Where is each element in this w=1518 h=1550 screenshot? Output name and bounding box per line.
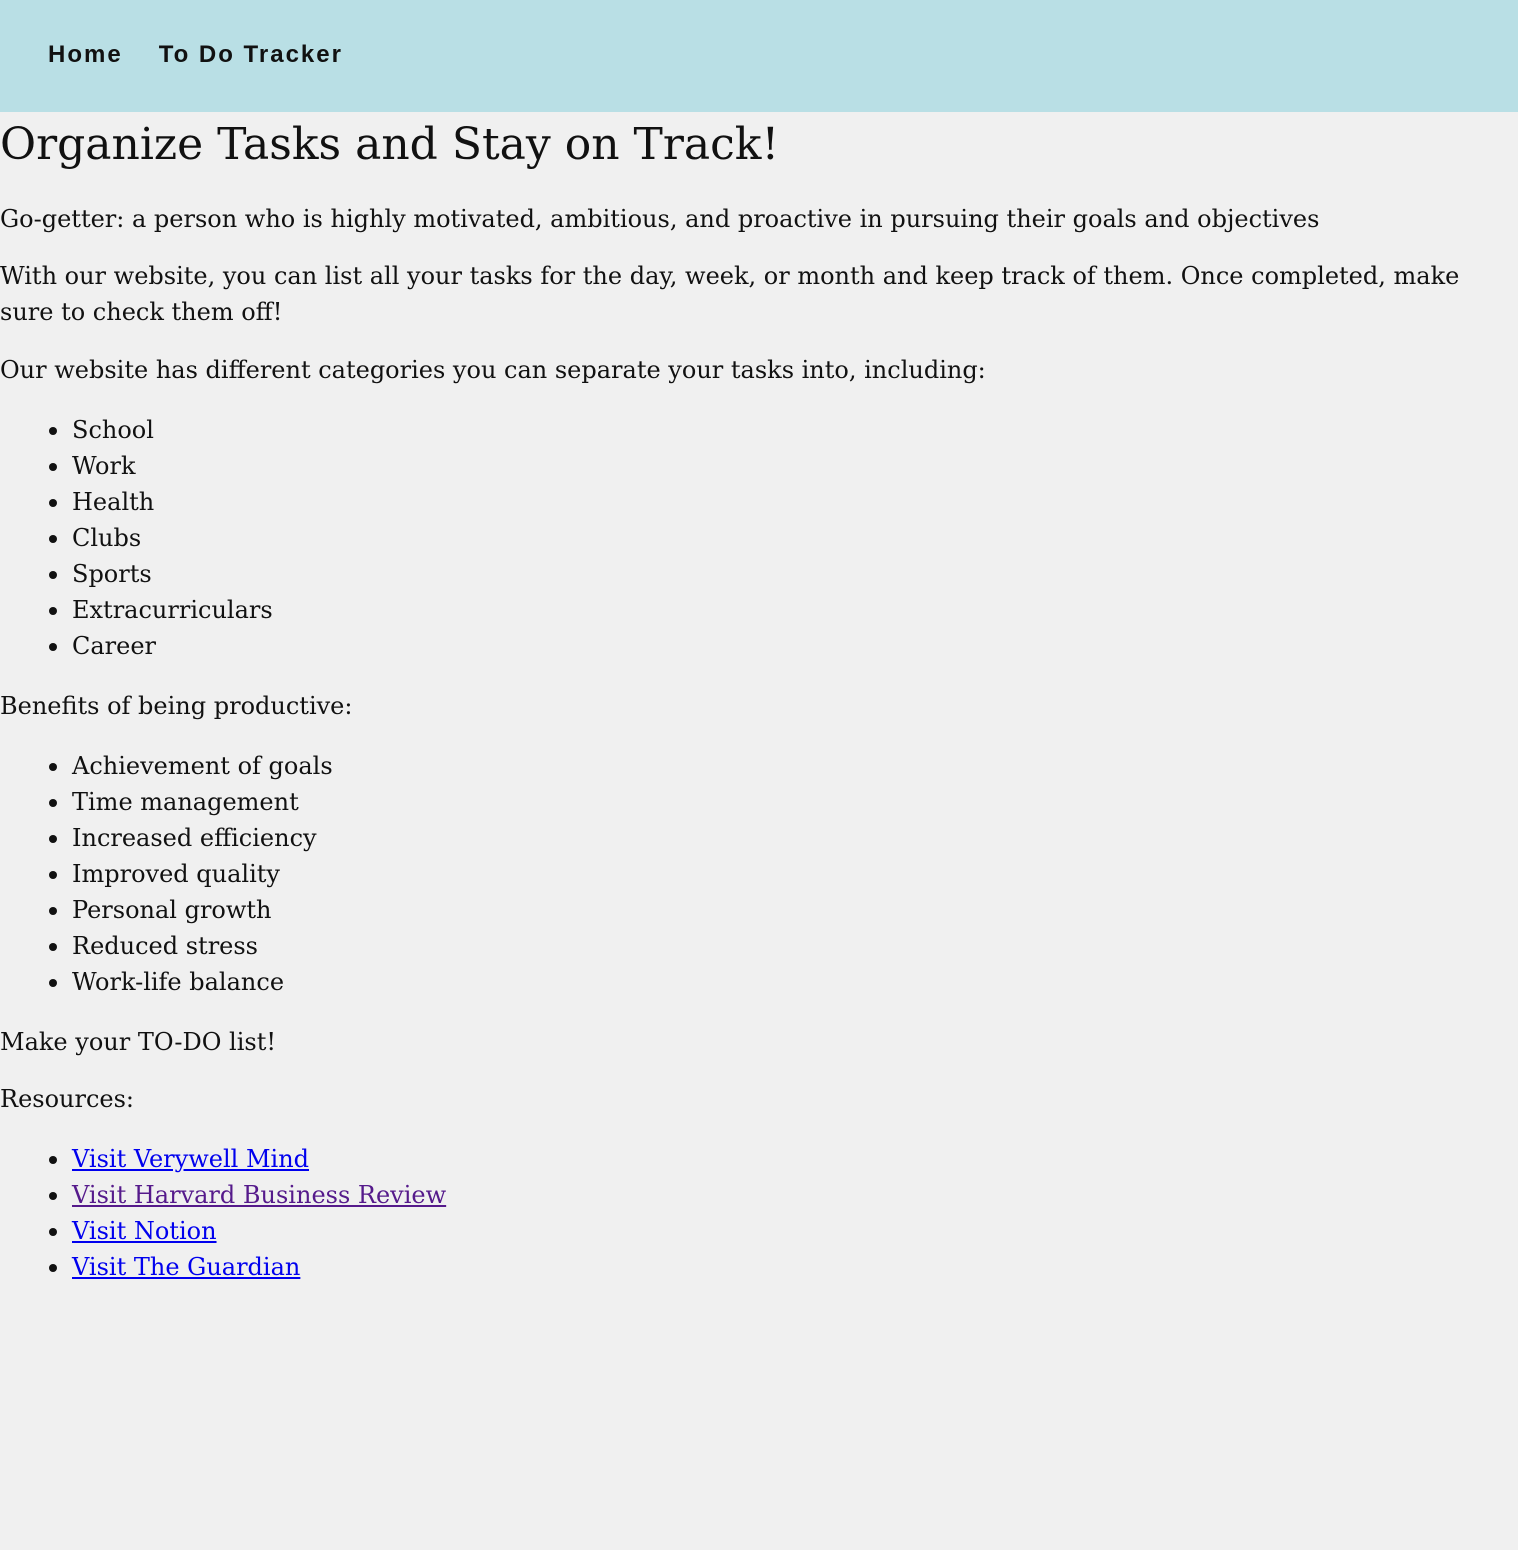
benefits-intro: Benefits of being productive: (0, 692, 353, 720)
list-item-work-life-balance: Work-life balance (72, 964, 1518, 1000)
list-item-quality: Improved quality (72, 856, 1518, 892)
list-item-resource (72, 1213, 1518, 1249)
categories-intro: Our website has different categories you can separate your tasks into, including: (0, 356, 986, 384)
benefits-list (0, 748, 1518, 1000)
main-content (0, 116, 1518, 1285)
list-item-sports: Sports (72, 556, 1518, 592)
intro-text: With our website, you can list all your tasks for the day, week, or month and keep track of them. Once completed, make sure to check them off! (0, 262, 1460, 326)
list-item-extracurriculars: Extracurriculars (72, 592, 1518, 628)
list-item-health: Health (72, 484, 1518, 520)
resources-list (0, 1141, 1518, 1285)
nav-link-home[interactable]: Home (48, 41, 123, 68)
categories-list (0, 412, 1518, 664)
list-item-career: Career (72, 628, 1518, 664)
list-item-school: School (72, 412, 1518, 448)
list-item-efficiency: Increased efficiency (72, 820, 1518, 856)
list-item-time-management: Time management (72, 784, 1518, 820)
link-the-guardian[interactable]: Visit The Guardian (72, 1253, 301, 1281)
link-notion[interactable]: Visit Notion (72, 1217, 217, 1245)
top-navbar (0, 0, 1518, 112)
cta-text: Make your TO-DO list! (0, 1028, 276, 1056)
list-item-work: Work (72, 448, 1518, 484)
definition-text: Go-getter: a person who is highly motivated, ambitious, and proactive in pursuing their goals and objectives (0, 205, 1320, 233)
list-item-reduced-stress: Reduced stress (72, 928, 1518, 964)
page-title: Organize Tasks and Stay on Track! (0, 119, 780, 170)
list-item-clubs: Clubs (72, 520, 1518, 556)
list-item-resource (72, 1141, 1518, 1177)
resources-intro: Resources: (0, 1085, 135, 1113)
list-item-personal-growth: Personal growth (72, 892, 1518, 928)
list-item-resource (72, 1249, 1518, 1285)
link-verywell-mind[interactable]: Visit Verywell Mind (72, 1145, 310, 1173)
link-harvard-business-review[interactable]: Visit Harvard Business Review (72, 1181, 447, 1209)
list-item-resource (72, 1177, 1518, 1213)
list-item-achievement: Achievement of goals (72, 748, 1518, 784)
nav-link-todo-tracker[interactable]: To Do Tracker (158, 41, 343, 68)
